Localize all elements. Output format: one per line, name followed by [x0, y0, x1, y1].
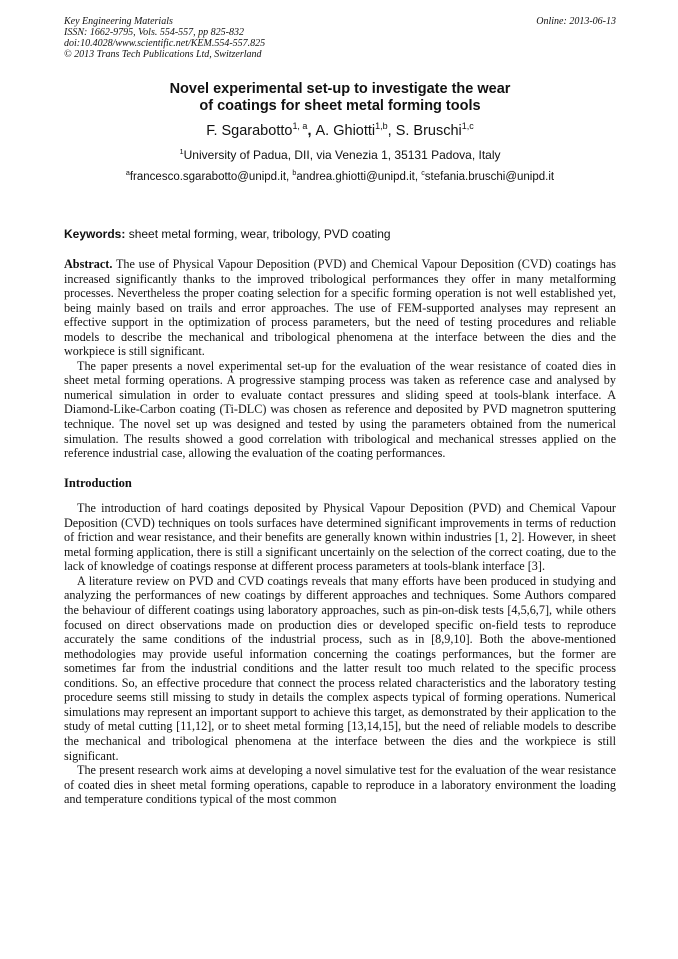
journal-name: Key Engineering Materials — [64, 16, 173, 27]
keywords-text: sheet metal forming, wear, tribology, PVD coating — [125, 227, 391, 241]
affiliation — [64, 148, 616, 163]
keywords — [64, 227, 616, 242]
email-mark: b — [292, 169, 297, 178]
introduction-paragraph: The present research work aims at developing a novel simulative test for the evaluation of the wear resistance of coated dies in sheet metal forming operations, capable to reproduce in a laboratory environment the loading and temperature conditions typical of the most common — [64, 763, 616, 807]
author-name: F. Sgarabotto — [206, 123, 293, 139]
keywords-label: Keywords: — [64, 227, 126, 241]
journal-header — [64, 16, 616, 60]
author-name: S. Bruschi — [395, 123, 462, 139]
author-name: A. Ghiotti — [315, 123, 376, 139]
title-line-1: Novel experimental set-up to investigate the wear — [169, 81, 511, 97]
email-address: stefania.bruschi@unipd.it — [424, 171, 555, 183]
email-address: andrea.ghiotti@unipd.it, — [296, 171, 422, 183]
author-affiliation-mark: 1, a — [292, 121, 308, 132]
title-line-2: of coatings for sheet metal forming tools — [199, 98, 481, 114]
introduction-paragraph: A literature review on PVD and CVD coatings reveals that many efforts have been produced in studying and analyzing the performances of new coatings by different approaches and techniques. Some Authors compared the behaviour of different coatings using laboratory approaches, such as pin-on-disk tests [4,5,6,7], while others focused on direct observations made on production dies or developed specific on-field tests to reproduce accurately the same conditions of the industrial process, such as in [8,9,10]. Both the above-mentioned methodologies may provide useful information concerning the coatings performances, but the former are sometimes far from the industrial conditions and the latter result too much related to the specific process conditions. So, an effective procedure that connect the process related characteristics and the laboratory testing procedure seems still missing to study in details the complex aspects typical of forming operations. Numerical simulations may represent an important support to achieve this target, as demonstrated by their application to the study of metal cutting [11,12], or to sheet metal forming [13,14,15], but the need of reliable models to describe the mechanical and tribological phenomena at the interface between the dies and the workpiece is still significant. — [64, 573, 616, 763]
copyright-line: © 2013 Trans Tech Publications Ltd, Switzerland — [64, 49, 262, 60]
abstract-paragraph — [64, 257, 616, 359]
email-mark: c — [421, 169, 425, 178]
author-affiliation-mark: 1,b — [375, 121, 388, 132]
email-address: francesco.sgarabotto@unipd.it, — [129, 171, 293, 183]
paper-title — [64, 81, 616, 115]
affiliation-mark: 1 — [179, 147, 184, 156]
email-mark: a — [125, 169, 130, 178]
paper-body — [64, 257, 616, 807]
section-heading-introduction: Introduction — [64, 475, 132, 490]
introduction-paragraph: The introduction of hard coatings deposited by Physical Vapour Deposition (PVD) and Chemical Vapour Deposition (CVD) techniques on tools surfaces have determined significant improvements in terms of reduction of friction and wear resistance, and their benefits are generally known within industries [1, 2]. However, in sheet metal forming application, there is still a significant uncertainly on the selection of the correct coating, due to the lack of knowledge of coatings response at different process parameters at tools-blank interface [3]. — [64, 501, 616, 574]
author-emails — [64, 170, 616, 185]
author-list: F. Sgarabotto$^{1, a}$, A. Ghiotti$^{1,b}$, S. Bruschi$^{1,c}$ — [206, 121, 474, 139]
author-affiliation-mark: 1,c — [461, 121, 474, 132]
abstract-text: The use of Physical Vapour Deposition (PVD) and Chemical Vapour Deposition (CVD) coatings has increased significantly thanks to the improved tribological performances they offer in many metalforming processes. Nevertheless the proper coating selection for a specific forming operation is not well established yet, being mainly based on trails and error approaches. The use of FEM-supported analyses may represent an effective support in the optimization of process parameters, but the need of testing procedures and reliable models to describe the mechanical and tribological phenomena at the interface between the dies and the workpiece is still significant. — [64, 257, 616, 359]
abstract-label: Abstract. — [64, 257, 113, 271]
issn-line: ISSN: 1662-9795, Vols. 554-557, pp 825-832 — [64, 27, 244, 38]
online-date: Online: 2013-06-13 — [536, 16, 616, 27]
doi-line: doi:10.4028/www.scientific.net/KEM.554-557.825 — [64, 38, 266, 49]
affiliation-text: University of Padua, DII, via Venezia 1, 35131 Padova, Italy — [183, 148, 501, 162]
abstract-paragraph: The paper presents a novel experimental set-up for the evaluation of the wear resistance of coated dies in sheet metal forming operations. A progressive stamping process was taken as reference case and analysed by numerical simulation in order to evaluate contact pressures and sliding speed at tools-blank interface. A Diamond-Like-Carbon coating (Ti-DLC) was chosen as reference and deposited by PVD magnetron sputtering technique. The novel set up was designed and tested by using the parameters obtained from the numerical simulation. The results showed a good correlation with tribological and mechanical stresses applied on the reference industrial case, allowing the evaluation of the coating performances. — [64, 358, 616, 461]
